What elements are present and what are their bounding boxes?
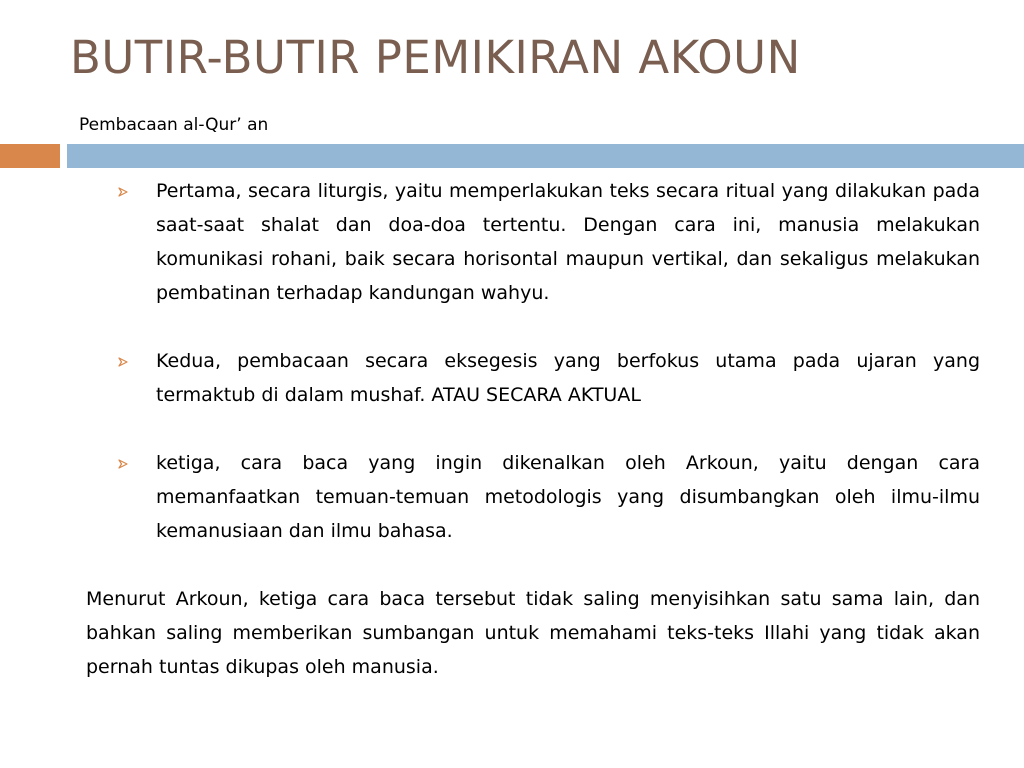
- arrowhead-bullet-icon: [118, 446, 134, 480]
- slide-body: [86, 174, 980, 684]
- bullet-text: Kedua, pembacaan secara eksegesis yang berfokus utama pada ujaran yang termaktub di dalam mushaf. ATAU SECARA AKTUAL: [156, 350, 980, 406]
- arrowhead-bullet-icon: [118, 174, 134, 208]
- header-divider-bar: [67, 144, 1024, 168]
- bullet-item: [86, 344, 980, 412]
- bullet-text: ketiga, cara baca yang ingin dikenalkan oleh Arkoun, yaitu dengan cara memanfaatkan temuan-temuan metodologis yang disumbangkan oleh ilmu-ilmu kemanusiaan dan ilmu bahasa.: [156, 452, 980, 542]
- closing-paragraph: Menurut Arkoun, ketiga cara baca tersebut tidak saling menyisihkan satu sama lain, dan bahkan saling memberikan sumbangan untuk memahami teks-teks Illahi yang tidak akan pernah tuntas dikupas oleh manusia.: [86, 588, 980, 678]
- bullet-text: Pertama, secara liturgis, yaitu memperlakukan teks secara ritual yang dilakukan pada saat-saat shalat dan doa-doa tertentu. Dengan cara ini, manusia melakukan komunikasi rohani, baik secara horisontal maupun vertikal, dan sekaligus melakukan pembatinan terhadap kandungan wahyu.: [156, 180, 980, 304]
- slide-subtitle: Pembacaan al-Qur’ an: [79, 115, 269, 135]
- accent-bar: [0, 144, 60, 168]
- bullet-item: [86, 446, 980, 548]
- slide-title: BUTIR-BUTIR PEMIKIRAN AKOUN: [70, 31, 801, 84]
- bullet-item: [86, 174, 980, 310]
- arrowhead-bullet-icon: [118, 344, 134, 378]
